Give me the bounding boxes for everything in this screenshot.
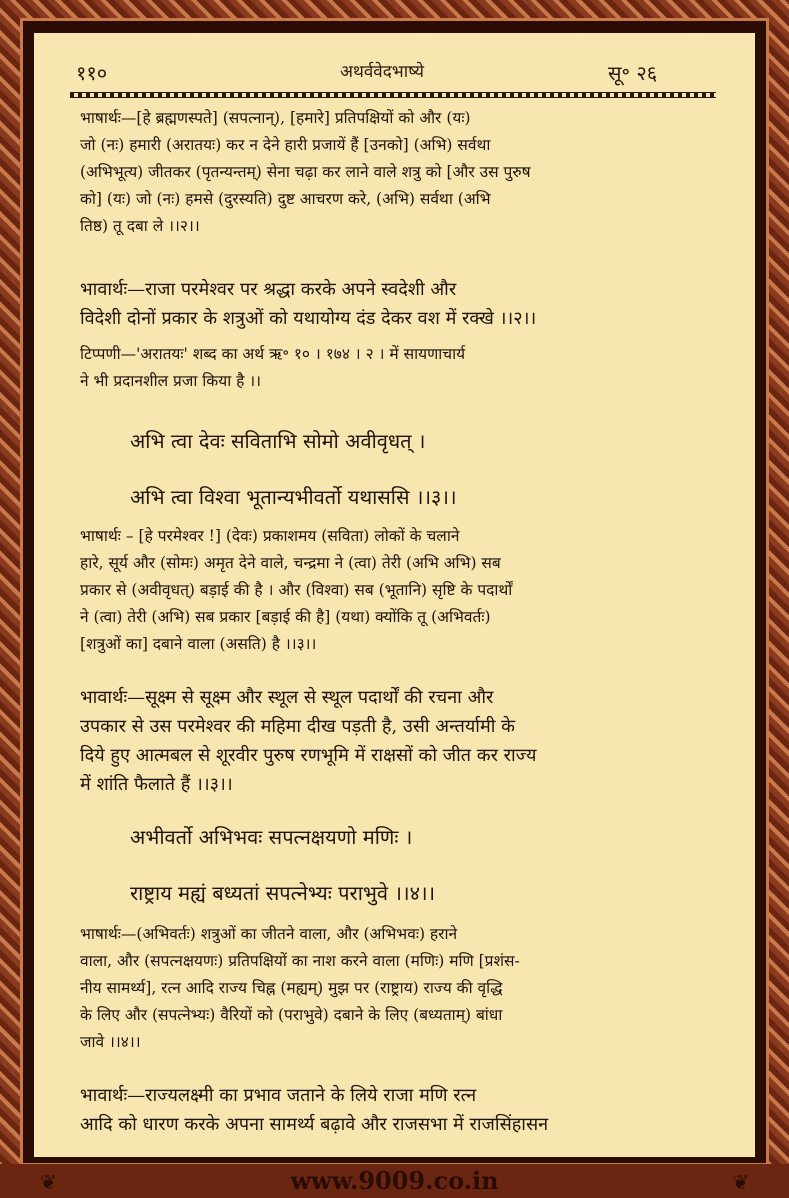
text-line: विदेशी दोनों प्रकार के शत्रुओं को यथायोग्य दंड देकर वश में रक्खे ।।२।। <box>80 308 537 329</box>
text-line: आदि को धारण करके अपना सामर्थ्य बढ़ावे और राजसभा में राजसिंहासन <box>80 1114 549 1135</box>
text-line: दिये हुए आत्मबल से शूरवीर पुरुष रणभूमि में राक्षसों को जीत कर राज्य <box>80 745 537 766</box>
text-line: टिप्पणी—'अरातयः' शब्द का अर्थ ऋ॰ १० । १७४ । २ । में सायणाचार्य <box>80 345 466 363</box>
text-line: उपकार से उस परमेश्वर की महिमा दीख पड़ती है, उसी अन्तर्यामी के <box>80 716 515 737</box>
text-line: [शत्रुओं का] दबाने वाला (असति) है ।।३।। <box>80 635 317 653</box>
flourish-left-icon: ❦ <box>40 1170 57 1194</box>
mantra-line: अभि त्वा विश्वा भूतान्यभीवर्तो यथाससि ।।३।। <box>130 485 457 509</box>
text-line: भाषार्थः – [हे परमेश्वर !] (देवः) प्रकाशमय (सविता) लोकों के चलाने <box>80 527 460 545</box>
text-line: भावार्थः—राजा परमेश्वर पर श्रद्धा करके अपने स्वदेशी और <box>80 279 457 300</box>
text-line: के लिए और (सपत्नेभ्यः) वैरियों को (पराभुवे) दबाने के लिए (बध्यताम्) बांधा <box>80 1006 503 1024</box>
text-line: (अभिभूत्य) जीतकर (पृतन्यन्तम्) सेना चढ़ा कर लाने वाले शत्रु को [और उस पुरुष <box>80 163 531 181</box>
mantra-line: राष्ट्राय मह्यं बध्यतां सपत्नेभ्यः पराभुवे ।।४।। <box>130 881 436 905</box>
text-line: को] (यः) जो (नः) हमसे (दुरस्यति) दुष्ट आचरण करे, (अभि) सर्वथा (अभि <box>80 190 491 208</box>
tippani-note <box>80 341 710 395</box>
book-page <box>34 33 755 1157</box>
bhavartha-verse-2 <box>80 275 710 333</box>
bhavartha-verse-3 <box>80 683 710 799</box>
text-line: जावे ।।४।। <box>80 1033 141 1051</box>
page-title: अथर्ववेदभाष्ये <box>340 62 425 82</box>
text-line: ने (त्वा) तेरी (अभि) सब प्रकार [बड़ाई की है] (यथा) क्योंकि तू (अभिवर्तः) <box>80 608 491 626</box>
sukta-number: सू॰ २६ <box>608 61 658 85</box>
website-link[interactable]: www.9009.co.in <box>290 1166 499 1195</box>
text-line: जो (नः) हमारी (अरातयः) कर न देने हारी प्रजायें हैं [उनको] (अभि) सर्वथा <box>80 136 491 154</box>
bhashartha-verse-3 <box>80 523 710 658</box>
text-line: तिष्ठ) तू दबा ले ।।२।। <box>80 217 200 235</box>
text-line: ने भी प्रदानशील प्रजा किया है ।। <box>80 372 262 390</box>
text-line: हारे, सूर्य और (सोमः) अमृत देने वाले, चन्द्रमा ने (त्वा) तेरी (अभि अभि) सब <box>80 554 501 572</box>
bhashartha-verse-4 <box>80 921 710 1056</box>
mantra-line: अभीवर्तो अभिभवः सपत्नक्षयणो मणिः । <box>130 825 413 849</box>
mantra-3 <box>130 413 760 525</box>
mantra-4 <box>130 809 760 921</box>
footer-band <box>0 1164 789 1198</box>
text-line: नीय सामर्थ्य], रत्न आदि राज्य चिह्न (मह्यम्) मुझ पर (राष्ट्राय) राज्य की वृद्धि <box>80 979 503 997</box>
text-line: भावार्थः—राज्यलक्ष्मी का प्रभाव जताने के लिये राजा मणि रत्न <box>80 1085 477 1106</box>
header-divider <box>70 92 716 98</box>
bhavartha-verse-4 <box>80 1081 710 1139</box>
text-line: भाषार्थः—[हे ब्रह्मणस्पते] (सपत्नान्), [हमारे] प्रतिपक्षियों को और (यः) <box>80 109 471 127</box>
bhashartha-verse-2 <box>80 105 710 240</box>
text-line: में शांति फैलाते हैं ।।३।। <box>80 774 233 795</box>
text-line: भाषार्थः—(अभिवर्तः) शत्रुओं का जीतने वाला, और (अभिभवः) हराने <box>80 925 458 943</box>
text-line: प्रकार से (अवीवृधत्) बड़ाई की है । और (विश्वा) सब (भूतानि) सृष्टि के पदार्थों <box>80 581 513 599</box>
text-line: वाला, और (सपत्नक्षयणः) प्रतिपक्षियों का नाश करने वाला (मणिः) मणि [प्रशंस- <box>80 952 520 970</box>
page-number: ११० <box>76 61 108 85</box>
flourish-right-icon: ❦ <box>732 1170 749 1194</box>
mantra-line: अभि त्वा देवः सविताभि सोमो अवीवृधत् । <box>130 429 426 453</box>
text-line: भावार्थः—सूक्ष्म से सूक्ष्म और स्थूल से स्थूल पदार्थों की रचना और <box>80 687 494 708</box>
